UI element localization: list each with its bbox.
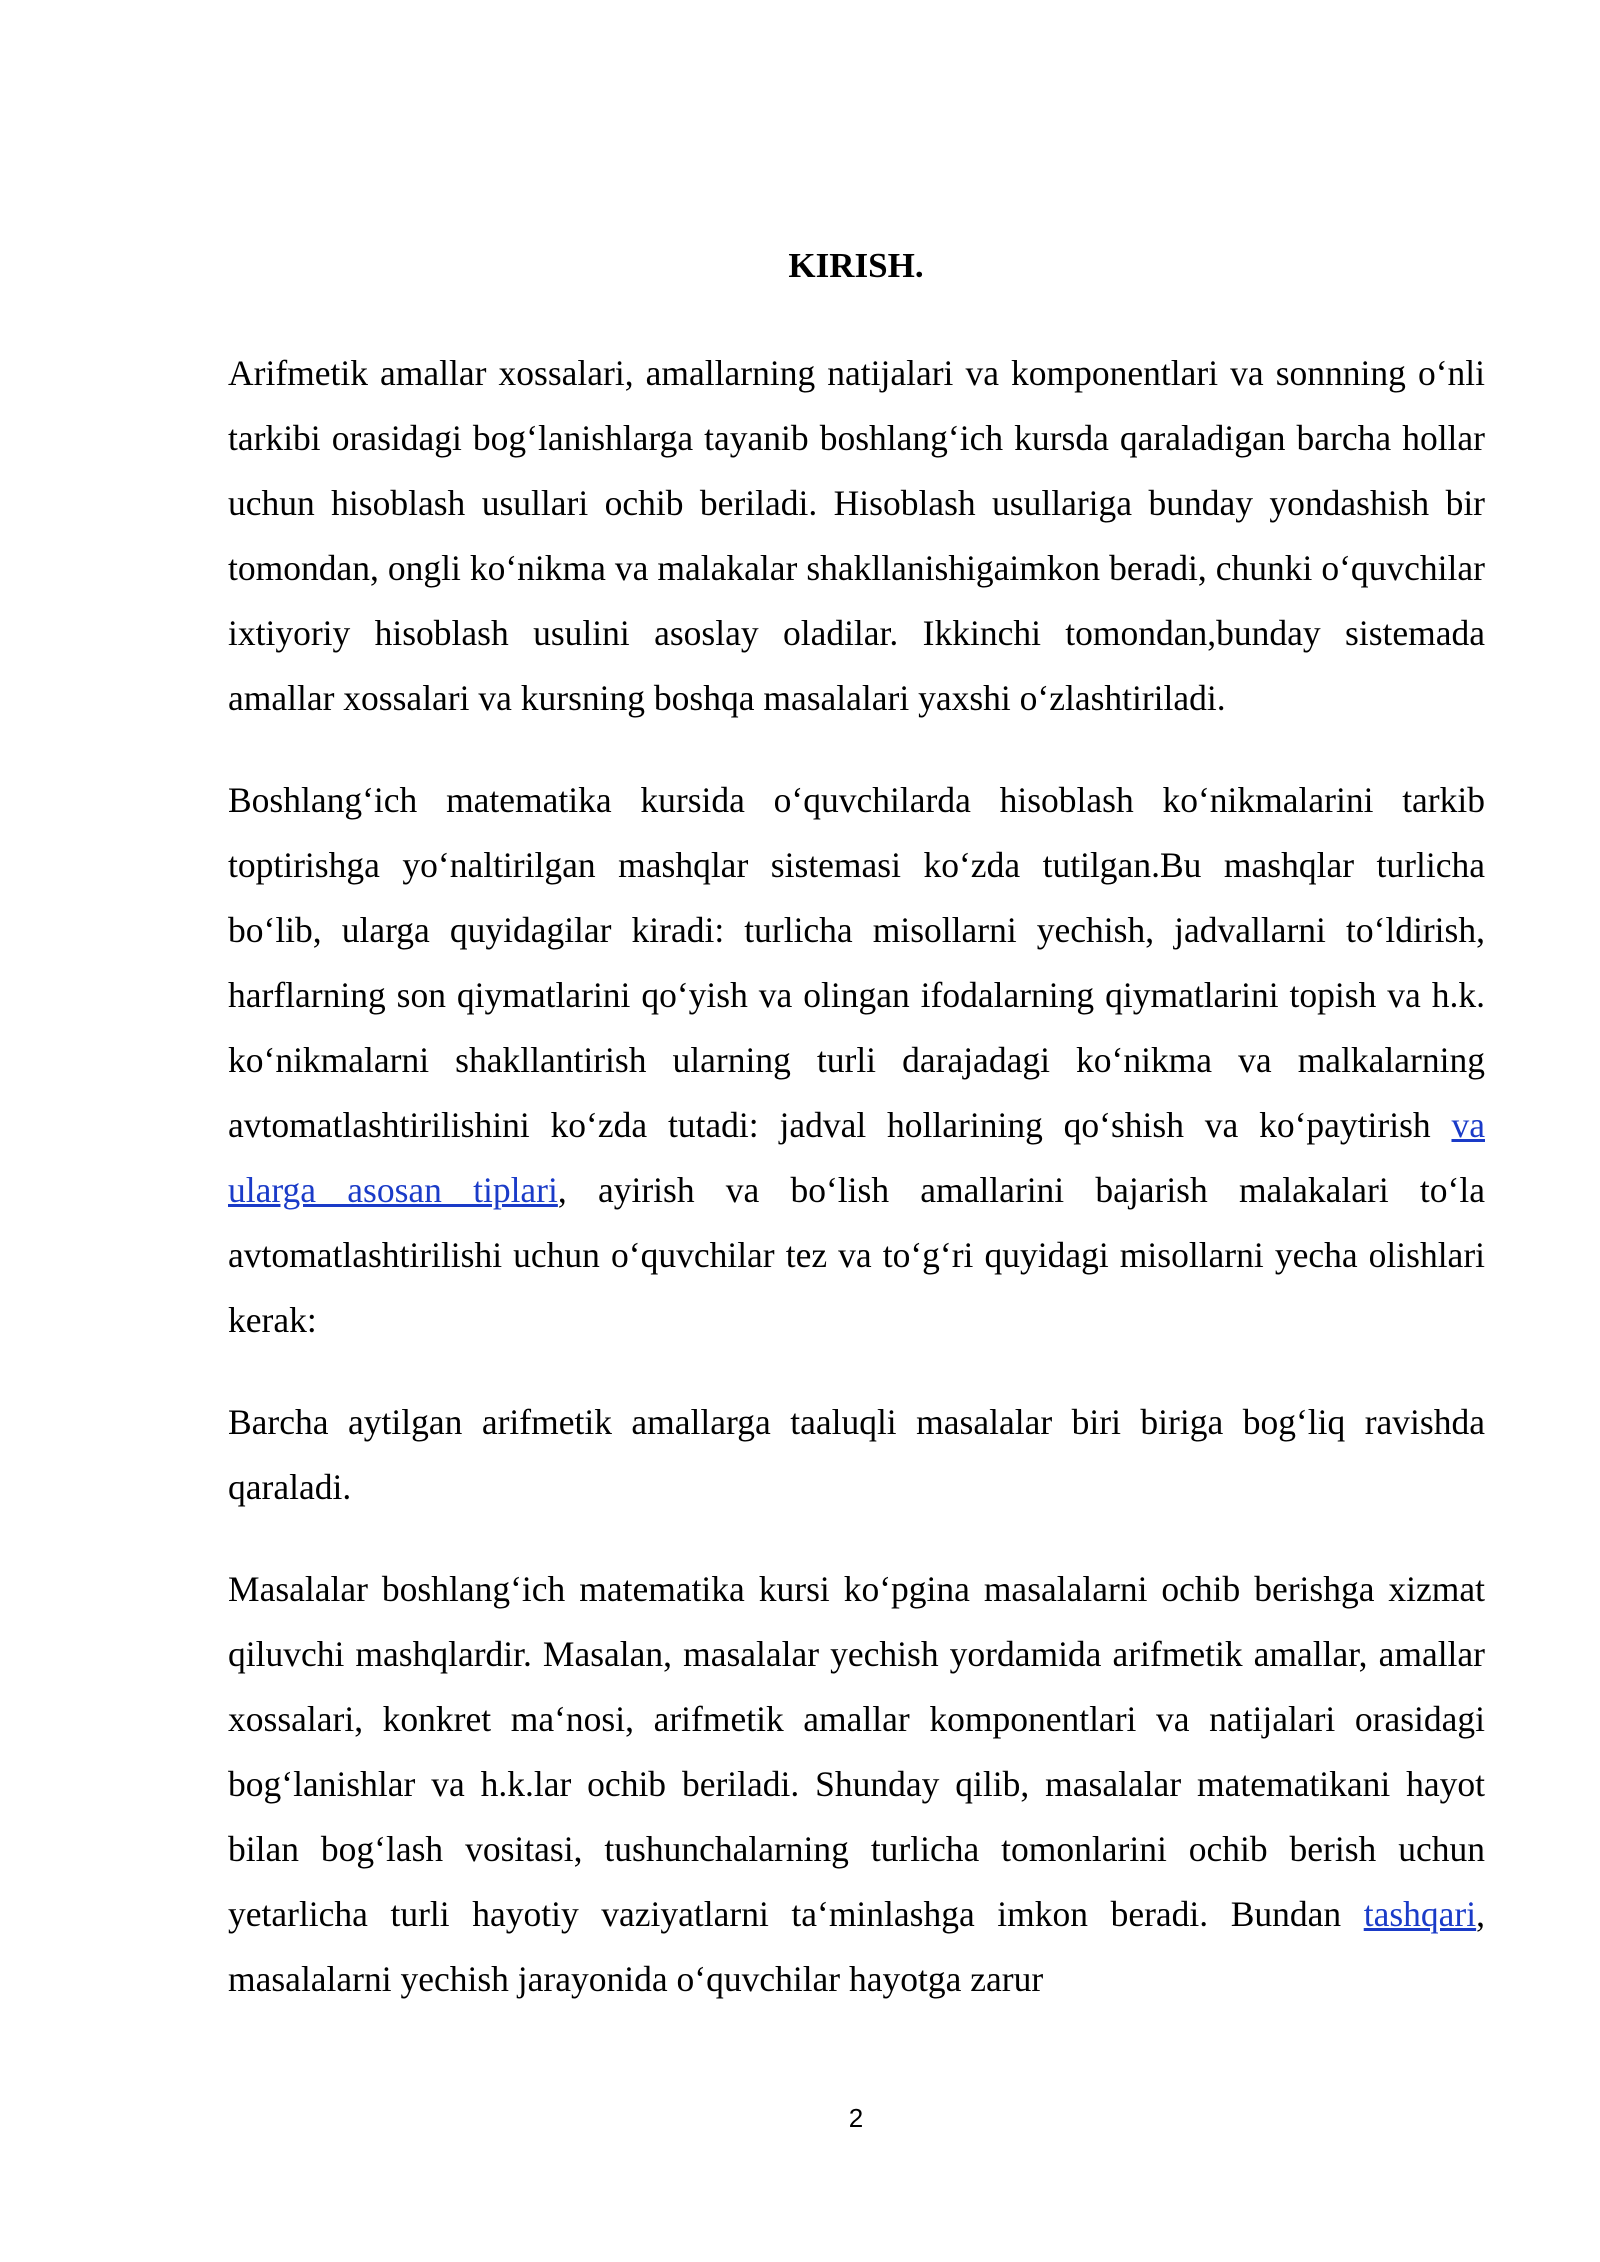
hyperlink-ularga-asosan-tiplari[interactable]: va ularga asosan tiplari — [228, 1105, 1485, 1210]
paragraph-2-text-before: Boshlang‘ich matematika kursida o‘quvchilarda hisoblash ko‘nikmalarini tarkib toptirishga yo‘naltirilgan mashqlar sistemasi ko‘zda tutilgan.Bu mashqlar turlicha bo‘lib, ularga quyidagilar kiradi: turlicha misollarni yechish, jadvallarni to‘ldirish, harflarning son qiymatlarini qo‘yish va olingan ifodalarning qiymatlarini topish va h.k. ko‘nikmalarni shakllantirish ularning turli darajadagi ko‘nikma va malkalarning avtomatlashtirilishini ko‘zda tutadi: jadval hollarining qo‘shish va ko‘paytirish — [228, 780, 1485, 1145]
paragraph-1: Arifmetik amallar xossalari, amallarning natijalari va komponentlari va sonnning o‘nli tarkibi orasidagi bog‘lanishlarga tayanib boshlang‘ich kursda qaraladigan barcha hollar uchun hisoblash usullari ochib beriladi. Hisoblash usullariga bunday yondashish bir tomondan, ongli ko‘nikma va malakalar shakllanishigaimkon beradi, chunki o‘quvchilar ixtiyoriy hisoblash usulini asoslay oladilar. Ikkinchi tomondan,bunday sistemada amallar xossalari va kursning boshqa masalalari yaxshi o‘zlashtiriladi. — [228, 353, 1485, 718]
document-body — [228, 341, 1485, 2049]
paragraph-4 — [228, 1557, 1485, 2012]
paragraph-3: Barcha aytilgan arifmetik amallarga taaluqli masalalar biri biriga bog‘liq ravishda qaraladi. — [228, 1402, 1485, 1507]
paragraph-4-text-after: , masalalarni yechish jarayonida o‘quvchilar hayotga zarur — [228, 1894, 1485, 1999]
paragraph-2-text-after: , ayirish va bo‘lish amallarini bajarish malakalari to‘la avtomatlashtirilishi uchun o‘quvchilar tez va to‘g‘ri quyidagi misollarni yecha olishlari kerak: — [228, 1170, 1485, 1340]
page-title: KIRISH. — [788, 246, 924, 285]
paragraph-2 — [228, 768, 1485, 1353]
hyperlink-tashqari[interactable]: tashqari — [1363, 1894, 1477, 1934]
page-number: 2 — [848, 2103, 864, 2133]
paragraph-4-text-before: Masalalar boshlang‘ich matematika kursi ko‘pgina masalalarni ochib berishga xizmat qiluvchi mashqlardir. Masalan, masalalar yechish yordamida arifmetik amallar, amallar xossalari, konkret ma‘nosi, arifmetik amallar komponentlari va natijalari orasidagi bog‘lanishlar va h.k.lar ochib beriladi. Shunday qilib, masalalar matematikani hayot bilan bog‘lash vositasi, tushunchalarning turlicha tomonlarini ochib berish uchun yetarlicha turli hayotiy vaziyatlarni ta‘minlashga imkon beradi. Bundan — [228, 1569, 1485, 1934]
